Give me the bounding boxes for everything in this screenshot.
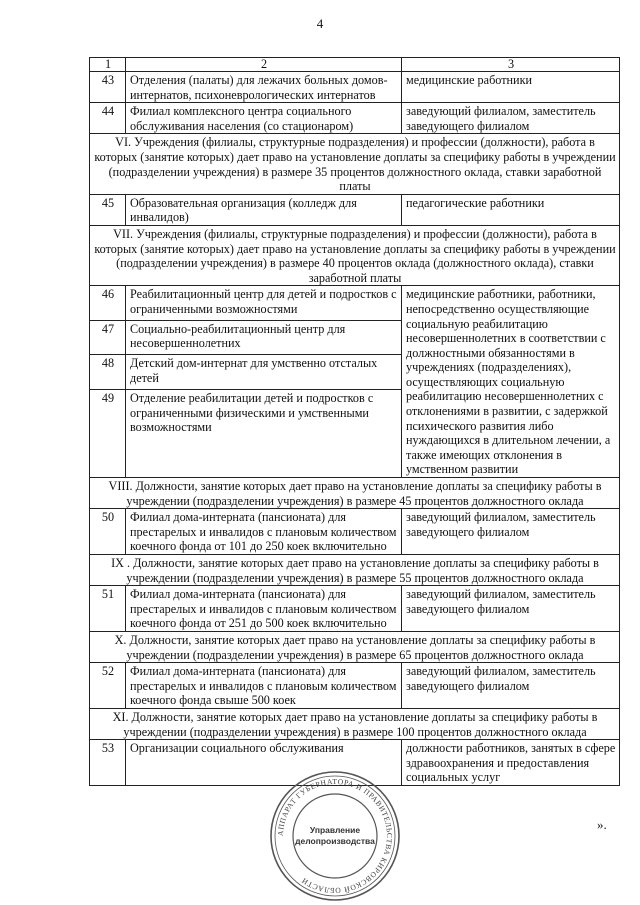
table-row	[90, 72, 620, 103]
section-heading-row	[90, 555, 620, 586]
header-col-1: 1	[90, 58, 126, 72]
header-col-3: 3	[402, 58, 620, 72]
stamp-center-line-2: делопроизводства	[295, 836, 375, 846]
section-heading-row	[90, 708, 620, 739]
official-seal-stamp	[268, 770, 402, 902]
section-heading-row	[90, 134, 620, 194]
row-number: 47	[90, 320, 126, 355]
table-row	[90, 286, 620, 321]
position-cell: заведующий филиалом, заместитель заведующего филиалом	[402, 103, 620, 134]
row-number: 51	[90, 586, 126, 632]
table-row	[90, 103, 620, 134]
position-cell: заведующий филиалом, заместитель заведующего филиалом	[402, 663, 620, 709]
table-header-row	[90, 58, 620, 72]
position-cell: педагогические работники	[402, 194, 620, 225]
table-row	[90, 663, 620, 709]
section-heading-row	[90, 631, 620, 662]
table-row	[90, 586, 620, 632]
position-cell: заведующий филиалом, заместитель заведующего филиалом	[402, 509, 620, 555]
row-number: 50	[90, 509, 126, 555]
position-cell: должности работников, занятых в сфере здравоохранения и предоставления социальных услуг	[402, 740, 620, 786]
organization-cell: Детский дом-интернат для умственно отсталых детей	[126, 355, 402, 390]
organization-cell: Организации социального обслуживания	[126, 740, 402, 786]
section-heading-vi: VI. Учреждения (филиалы, структурные подразделения) и профессии (должности), работа в которых (занятие которых) дает право на установление доплаты за специфику работы в учреждении (подразделении учреждения) в размере 35 процентов должностного оклада, ставки заработной платы	[90, 134, 620, 194]
section-heading-viii: VIII. Должности, занятие которых дает право на установление доплаты за специфику работы в учреждении (подразделении учреждения) в размере 45 процентов должностного оклада	[90, 478, 620, 509]
organization-cell: Филиал дома-интерната (пансионата) для престарелых и инвалидов с плановым количеством коечного фонда от 251 до 500 коек включительно	[126, 586, 402, 632]
position-cell-merged: медицинские работники, работники, непосредственно осуществляющие социальную реабилитацию несовершеннолетних в соответствии с должностными обязанностями в учреждениях (подразделениях), осуществляющих социальную реабилитацию несовершеннолетних с отклонениями в развитии, с задержкой психического развития либо нуждающихся в длительном лечении, а также имеющих отклонения в умственном развитии	[402, 286, 620, 478]
section-heading-xi: XI. Должности, занятие которых дает право на установление доплаты за специфику работы в учреждении (подразделении учреждения) в размере 100 процентов должностного оклада	[90, 708, 620, 739]
section-heading-row	[90, 225, 620, 285]
row-number: 44	[90, 103, 126, 134]
table-row	[90, 194, 620, 225]
position-cell: медицинские работники	[402, 72, 620, 103]
section-heading-row	[90, 478, 620, 509]
table-row	[90, 509, 620, 555]
organization-cell: Филиал комплексного центра социального обслуживания населения (со стационаром)	[126, 103, 402, 134]
row-number: 48	[90, 355, 126, 390]
organization-cell: Отделение реабилитации детей и подростков с ограниченными физическими и умственными возможностями	[126, 390, 402, 478]
stamp-ring-text: АППАРАТ ГУБЕРНАТОРА И ПРАВИТЕЛЬСТВА КИРОВСКОЙ ОБЛАСТИ	[275, 776, 395, 896]
closing-quote-mark: ».	[597, 817, 607, 832]
row-number: 53	[90, 740, 126, 786]
page-number: 4	[316, 16, 324, 31]
section-heading-vii: VII. Учреждения (филиалы, структурные подразделения) и профессии (должности), работа в которых (занятие которых) дает право на установление доплаты за специфику работы в учреждении (подразделении учреждения) в размере 40 процентов оклада (должностного оклада), ставки заработной платы	[90, 225, 620, 285]
organization-cell: Филиал дома-интерната (пансионата) для престарелых и инвалидов с плановым количеством коечного фонда от 101 до 250 коек включительно	[126, 509, 402, 555]
organization-cell: Отделения (палаты) для лежачих больных домов-интернатов, психоневрологических интернатов	[126, 72, 402, 103]
stamp-center-line-1: Управление	[309, 825, 361, 835]
position-cell: заведующий филиалом, заместитель заведующего филиалом	[402, 586, 620, 632]
row-number: 43	[90, 72, 126, 103]
section-heading-x: X. Должности, занятие которых дает право на установление доплаты за специфику работы в учреждении (подразделении учреждения) в размере 65 процентов должностного оклада	[90, 631, 620, 662]
row-number: 45	[90, 194, 126, 225]
organization-cell: Филиал дома-интерната (пансионата) для престарелых и инвалидов с плановым количеством коечного фонда свыше 500 коек	[126, 663, 402, 709]
organization-cell: Образовательная организация (колледж для инвалидов)	[126, 194, 402, 225]
organization-cell: Реабилитационный центр для детей и подростков с ограниченными возможностями	[126, 286, 402, 321]
organization-cell: Социально-реабилитационный центр для несовершеннолетних	[126, 320, 402, 355]
row-number: 46	[90, 286, 126, 321]
section-heading-ix: IX . Должности, занятие которых дает право на установление доплаты за специфику работы в учреждении (подразделении учреждения) в размере 55 процентов должностного оклада	[90, 555, 620, 586]
row-number: 49	[90, 390, 126, 478]
positions-table	[89, 57, 620, 786]
header-col-2: 2	[126, 58, 402, 72]
row-number: 52	[90, 663, 126, 709]
